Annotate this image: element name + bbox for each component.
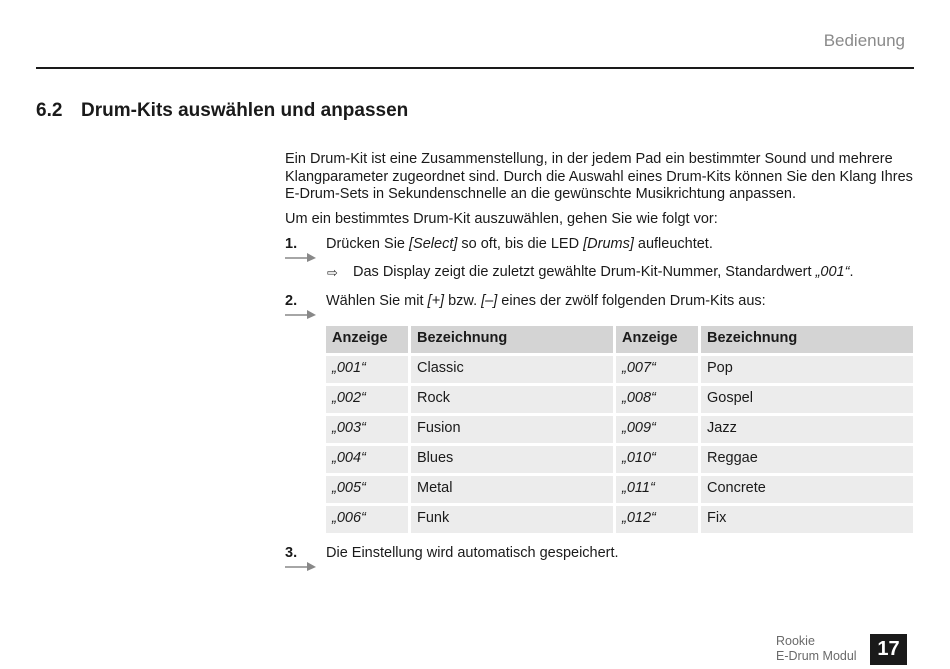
kit-name: Rock: [411, 386, 613, 413]
result-arrow-icon: ⇨: [327, 264, 338, 280]
section-number: 6.2: [36, 100, 63, 121]
footer-product: [776, 634, 857, 664]
minus-key-label: [–]: [481, 293, 498, 309]
kit-name: Metal: [411, 476, 613, 503]
plus-key-label: [+]: [427, 293, 445, 309]
main-content: [285, 151, 915, 562]
table-header-cell: Anzeige: [616, 326, 698, 353]
table-row: [326, 386, 913, 413]
table-header-cell: Anzeige: [326, 326, 408, 353]
step-text-post: aufleuchtet.: [633, 236, 713, 252]
step-text-mid: bzw.: [444, 293, 482, 309]
footer-product-line1: Rookie: [776, 634, 815, 648]
kit-name: Blues: [411, 446, 613, 473]
header-rule: [36, 67, 914, 69]
table-row: [326, 446, 913, 473]
step-text-mid: so oft, bis die LED: [457, 236, 584, 252]
step-1-result: [285, 264, 915, 282]
step-3: [285, 545, 915, 563]
result-text: Das Display zeigt die zuletzt gewählte Drum-Kit-Nummer, Standardwert: [353, 263, 816, 280]
step-arrow-icon: [285, 309, 317, 319]
kit-name: Fix: [701, 506, 913, 533]
kit-code: „008“: [616, 386, 698, 413]
intro-paragraph: Ein Drum-Kit ist eine Zusammenstellung, in der jedem Pad ein bestimmter Sound und mehrere Klangparameter zugeordnet sind. Durch die Auswahl eines Drum-Kits können Sie den Klang Ihres E-Drum-Sets in Sekundenschnelle an die gewünschte Musikrichtung anpassen.: [285, 151, 913, 202]
drums-led-label: [Drums]: [583, 236, 634, 252]
kit-name: Concrete: [701, 476, 913, 503]
step-number: 1.: [285, 236, 298, 252]
drum-kit-table: [323, 323, 916, 536]
table-row: [326, 356, 913, 383]
step-2: [285, 293, 915, 311]
kit-code: „012“: [616, 506, 698, 533]
step-text-post: eines der zwölf folgenden Drum-Kits aus:: [497, 293, 766, 309]
kit-code: „003“: [326, 416, 408, 443]
step-number: 2.: [285, 293, 298, 309]
kit-code: „004“: [326, 446, 408, 473]
kit-name: Fusion: [411, 416, 613, 443]
kit-code: „011“: [616, 476, 698, 503]
table-row: [326, 416, 913, 443]
result-default-value: „001“: [815, 263, 850, 280]
table-row: [326, 506, 913, 533]
kit-code: „010“: [616, 446, 698, 473]
step-text: Die Einstellung wird automatisch gespeichert.: [326, 544, 619, 561]
header-section-title: Bedienung: [823, 31, 905, 50]
kit-code: „002“: [326, 386, 408, 413]
section-title: Drum-Kits auswählen und anpassen: [81, 100, 409, 121]
kit-name: Pop: [701, 356, 913, 383]
section-heading: [36, 100, 408, 122]
table-header-cell: Bezeichnung: [701, 326, 913, 353]
step-arrow-icon: [285, 252, 317, 262]
page-number: 17: [870, 634, 907, 665]
result-end: .: [849, 263, 854, 280]
step-number: 3.: [285, 544, 298, 561]
table-header-cell: Bezeichnung: [411, 326, 613, 353]
table-header-row: [326, 326, 913, 353]
kit-name: Gospel: [701, 386, 913, 413]
step-text-pre: Wählen Sie mit: [326, 293, 428, 309]
instruction-lead: Um ein bestimmtes Drum-Kit auszuwählen, gehen Sie wie folgt vor:: [285, 210, 718, 227]
kit-name: Funk: [411, 506, 613, 533]
kit-code: „001“: [326, 356, 408, 383]
table-row: [326, 476, 913, 503]
kit-name: Classic: [411, 356, 613, 383]
step-1: [285, 236, 915, 254]
kit-code: „007“: [616, 356, 698, 383]
kit-name: Reggae: [701, 446, 913, 473]
kit-code: „009“: [616, 416, 698, 443]
step-text-pre: Drücken Sie: [326, 236, 410, 252]
kit-name: Jazz: [701, 416, 913, 443]
kit-code: „005“: [326, 476, 408, 503]
select-key-label: [Select]: [409, 236, 458, 252]
footer-product-line2: E-Drum Modul: [776, 649, 857, 663]
step-arrow-icon: [285, 561, 317, 571]
kit-code: „006“: [326, 506, 408, 533]
